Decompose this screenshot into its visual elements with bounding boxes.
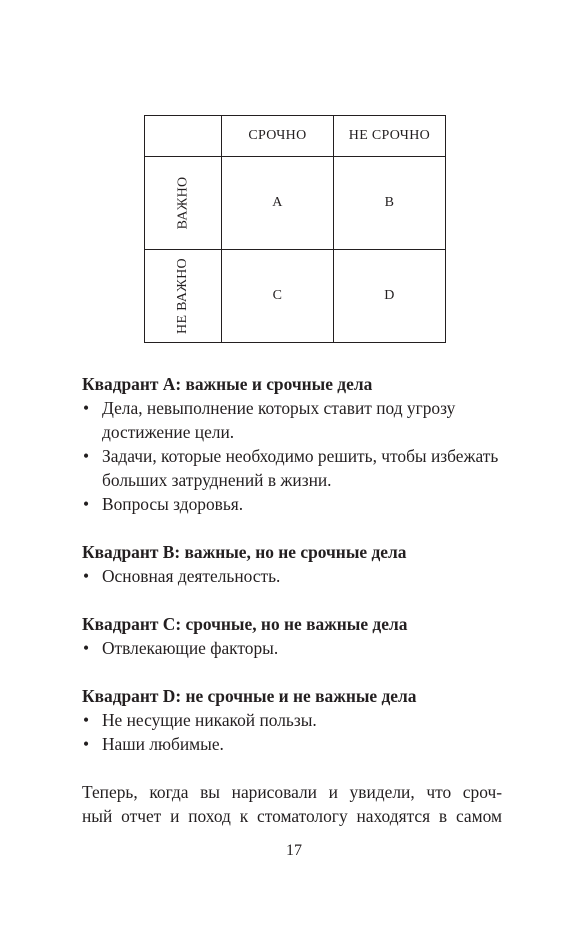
matrix-header-row <box>145 116 446 157</box>
bullet-list <box>82 564 502 588</box>
bullet-list <box>82 708 502 756</box>
bullet-icon: • <box>83 446 90 466</box>
matrix-corner-cell <box>145 116 222 157</box>
matrix-col-header-urgent: СРОЧНО <box>221 116 333 157</box>
paragraph-line: Теперь, когда вы нарисовали и увидели, что сроч- <box>82 782 502 802</box>
bullet-list <box>82 636 502 660</box>
matrix-row-header-important-cell <box>145 157 222 250</box>
matrix-cell-a: A <box>221 157 333 250</box>
list-item <box>82 396 502 444</box>
matrix-cell-c: C <box>221 250 333 343</box>
matrix-cell-b: B <box>333 157 445 250</box>
list-item <box>82 732 502 756</box>
list-item-text: Отвлекающие факторы. <box>102 638 279 658</box>
body-paragraph <box>82 780 502 828</box>
matrix-row-header-not-important-cell <box>145 250 222 343</box>
list-item-text: Не несущие никакой пользы. <box>102 710 317 730</box>
list-item <box>82 444 502 492</box>
list-item-text: Основная деятельность. <box>102 566 281 586</box>
bullet-icon: • <box>83 710 90 730</box>
eisenhower-matrix <box>144 115 446 343</box>
matrix-row-header-important: ВАЖНО <box>174 176 190 230</box>
bullet-icon: • <box>83 638 90 658</box>
list-item-text: Наши любимые. <box>102 734 224 754</box>
section-heading: Квадрант C: срочные, но не важные дела <box>82 614 408 634</box>
section-quadrant-c <box>82 612 502 660</box>
section-heading: Квадрант B: важные, но не срочные дела <box>82 542 407 562</box>
bullet-icon: • <box>83 734 90 754</box>
list-item <box>82 564 502 588</box>
list-item <box>82 708 502 732</box>
list-item-text: Вопросы здоровья. <box>102 494 244 514</box>
list-item <box>82 636 502 660</box>
matrix-col-header-not-urgent: НЕ СРОЧНО <box>333 116 445 157</box>
matrix-row-not-important <box>145 250 446 343</box>
bullet-icon: • <box>83 398 90 418</box>
section-heading: Квадрант D: не срочные и не важные дела <box>82 686 417 706</box>
paragraph-line: ный отчет и поход к стоматологу находятся в самом <box>82 806 502 826</box>
list-item-text: Дела, невыполнение которых ставит под угрозу достижение цели. <box>102 398 456 442</box>
page-content <box>82 372 502 828</box>
bullet-icon: • <box>83 494 90 514</box>
matrix-cell-d: D <box>333 250 445 343</box>
section-quadrant-a <box>82 372 502 516</box>
section-quadrant-b <box>82 540 502 588</box>
bullet-list <box>82 396 502 516</box>
list-item <box>82 492 502 516</box>
section-heading: Квадрант A: важные и срочные дела <box>82 374 373 394</box>
section-quadrant-d <box>82 684 502 756</box>
matrix-row-header-not-important: НЕ ВАЖНО <box>174 258 190 334</box>
list-item-text: Задачи, которые необходимо решить, чтобы избежать больших затруднений в жизни. <box>102 446 499 490</box>
matrix-row-important <box>145 157 446 250</box>
bullet-icon: • <box>83 566 90 586</box>
page-number: 17 <box>286 842 302 859</box>
